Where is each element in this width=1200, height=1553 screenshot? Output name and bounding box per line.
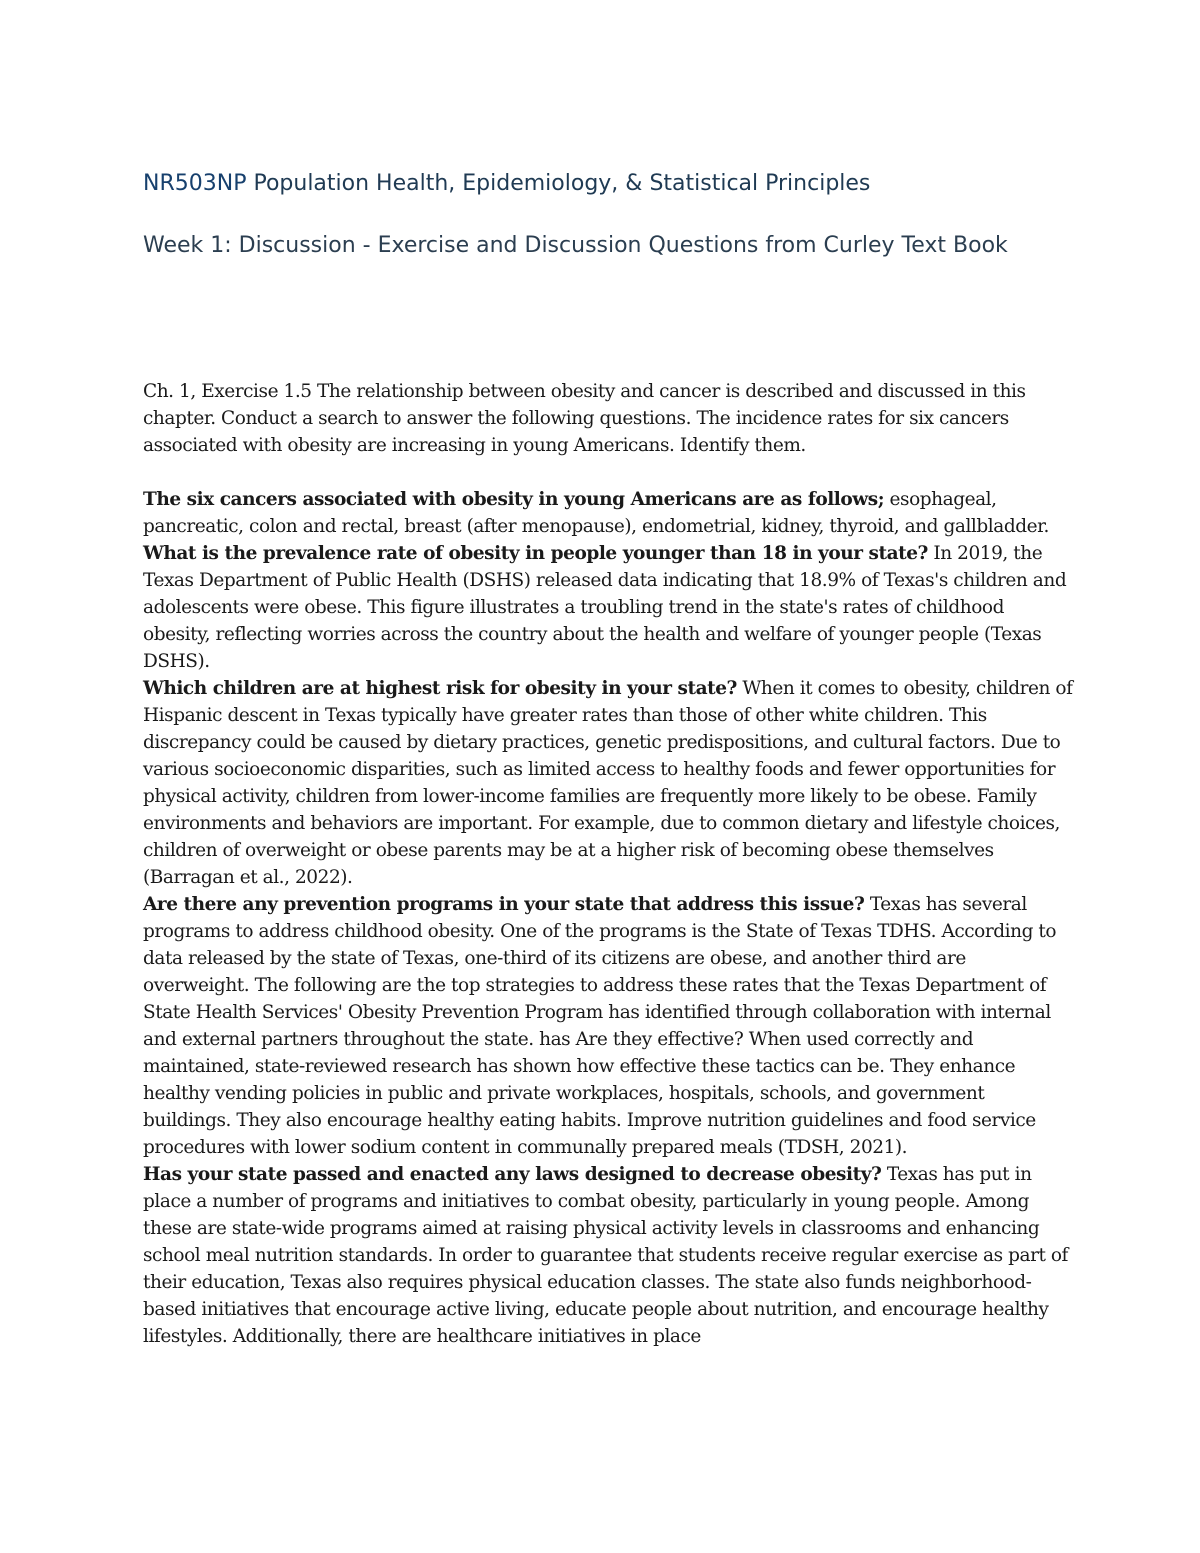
section-answer: esophageal, pancreatic, colon and rectal, breast (after menopause), endometrial, kidney, thyroid, and gallbladder.	[143, 489, 1049, 537]
week-title: Week 1: Discussion - Exercise and Discussion Questions from Curley Text Book	[143, 233, 1008, 258]
section-question: Has your state passed and enacted any laws designed to decrease obesity?	[143, 1164, 882, 1185]
course-name: Population Health, Epidemiology, & Statistical Principles	[246, 171, 871, 196]
section-answer: Texas has several programs to address childhood obesity. One of the programs is the State of Texas TDHS. According to data released by the state of Texas, one-third of its citizens are obese, and another third are overweight. The following are the top strategies to address these rates that the Texas Department of State Health Services' Obesity Prevention Program has identified through collaboration with internal and external partners throughout the state. has Are they effective? When used correctly and maintained, state-reviewed research has shown how effective these tactics can be. They enhance healthy vending policies in public and private workplaces, hospitals, schools, and government buildings. They also encourage healthy eating habits. Improve nutrition guidelines and food service procedures with lower sodium content in communally prepared meals (TDSH, 2021).	[143, 894, 1057, 1158]
section-answer: In 2019, the Texas Department of Public Health (DSHS) released data indicating that 18.9% of Texas's children and adolescents were obese. This figure illustrates a troubling trend in the state's rates of childhood obesity, reflecting worries across the country about the health and welfare of younger people (Texas DSHS).	[143, 543, 1067, 672]
document-body	[143, 378, 1073, 1350]
section-prevalence	[143, 540, 1073, 675]
section-answer: Texas has put in place a number of programs and initiatives to combat obesity, particularly in young people. Among these are state-wide programs aimed at raising physical activity levels in classrooms and enhancing school meal nutrition standards. In order to guarantee that students receive regular exercise as part of their education, Texas also requires physical education classes. The state also funds neighborhood-based initiatives that encourage active living, educate people about nutrition, and encourage healthy lifestyles. Additionally, there are healthcare initiatives in place	[143, 1164, 1068, 1347]
section-laws	[143, 1161, 1073, 1350]
section-cancers	[143, 486, 1073, 540]
section-question: The six cancers associated with obesity in young Americans are as follows;	[143, 489, 885, 510]
section-question: What is the prevalence rate of obesity in people younger than 18 in your state?	[143, 543, 928, 564]
section-programs	[143, 891, 1073, 1161]
section-answer: When it comes to obesity, children of Hispanic descent in Texas typically have greater rates than those of other white children. This discrepancy could be caused by dietary practices, genetic predispositions, and cultural factors. Due to various socioeconomic disparities, such as limited access to healthy foods and fewer opportunities for physical activity, children from lower-income families are frequently more likely to be obese. Family environments and behaviors are important. For example, due to common dietary and lifestyle choices, children of overweight or obese parents may be at a higher risk of becoming obese themselves (Barragan et al., 2022).	[143, 678, 1073, 888]
course-title	[143, 168, 1103, 200]
section-question: Which children are at highest risk for obesity in your state?	[143, 678, 737, 699]
course-code: NR503NP	[143, 171, 247, 196]
exercise-intro: Ch. 1, Exercise 1.5 The relationship between obesity and cancer is described and discussed in this chapter. Conduct a search to answer the following questions. The incidence rates for six cancers associated with obesity are increasing in young Americans. Identify them.	[143, 381, 1026, 456]
section-question: Are there any prevention programs in your state that address this issue?	[143, 894, 865, 915]
section-risk	[143, 675, 1073, 891]
